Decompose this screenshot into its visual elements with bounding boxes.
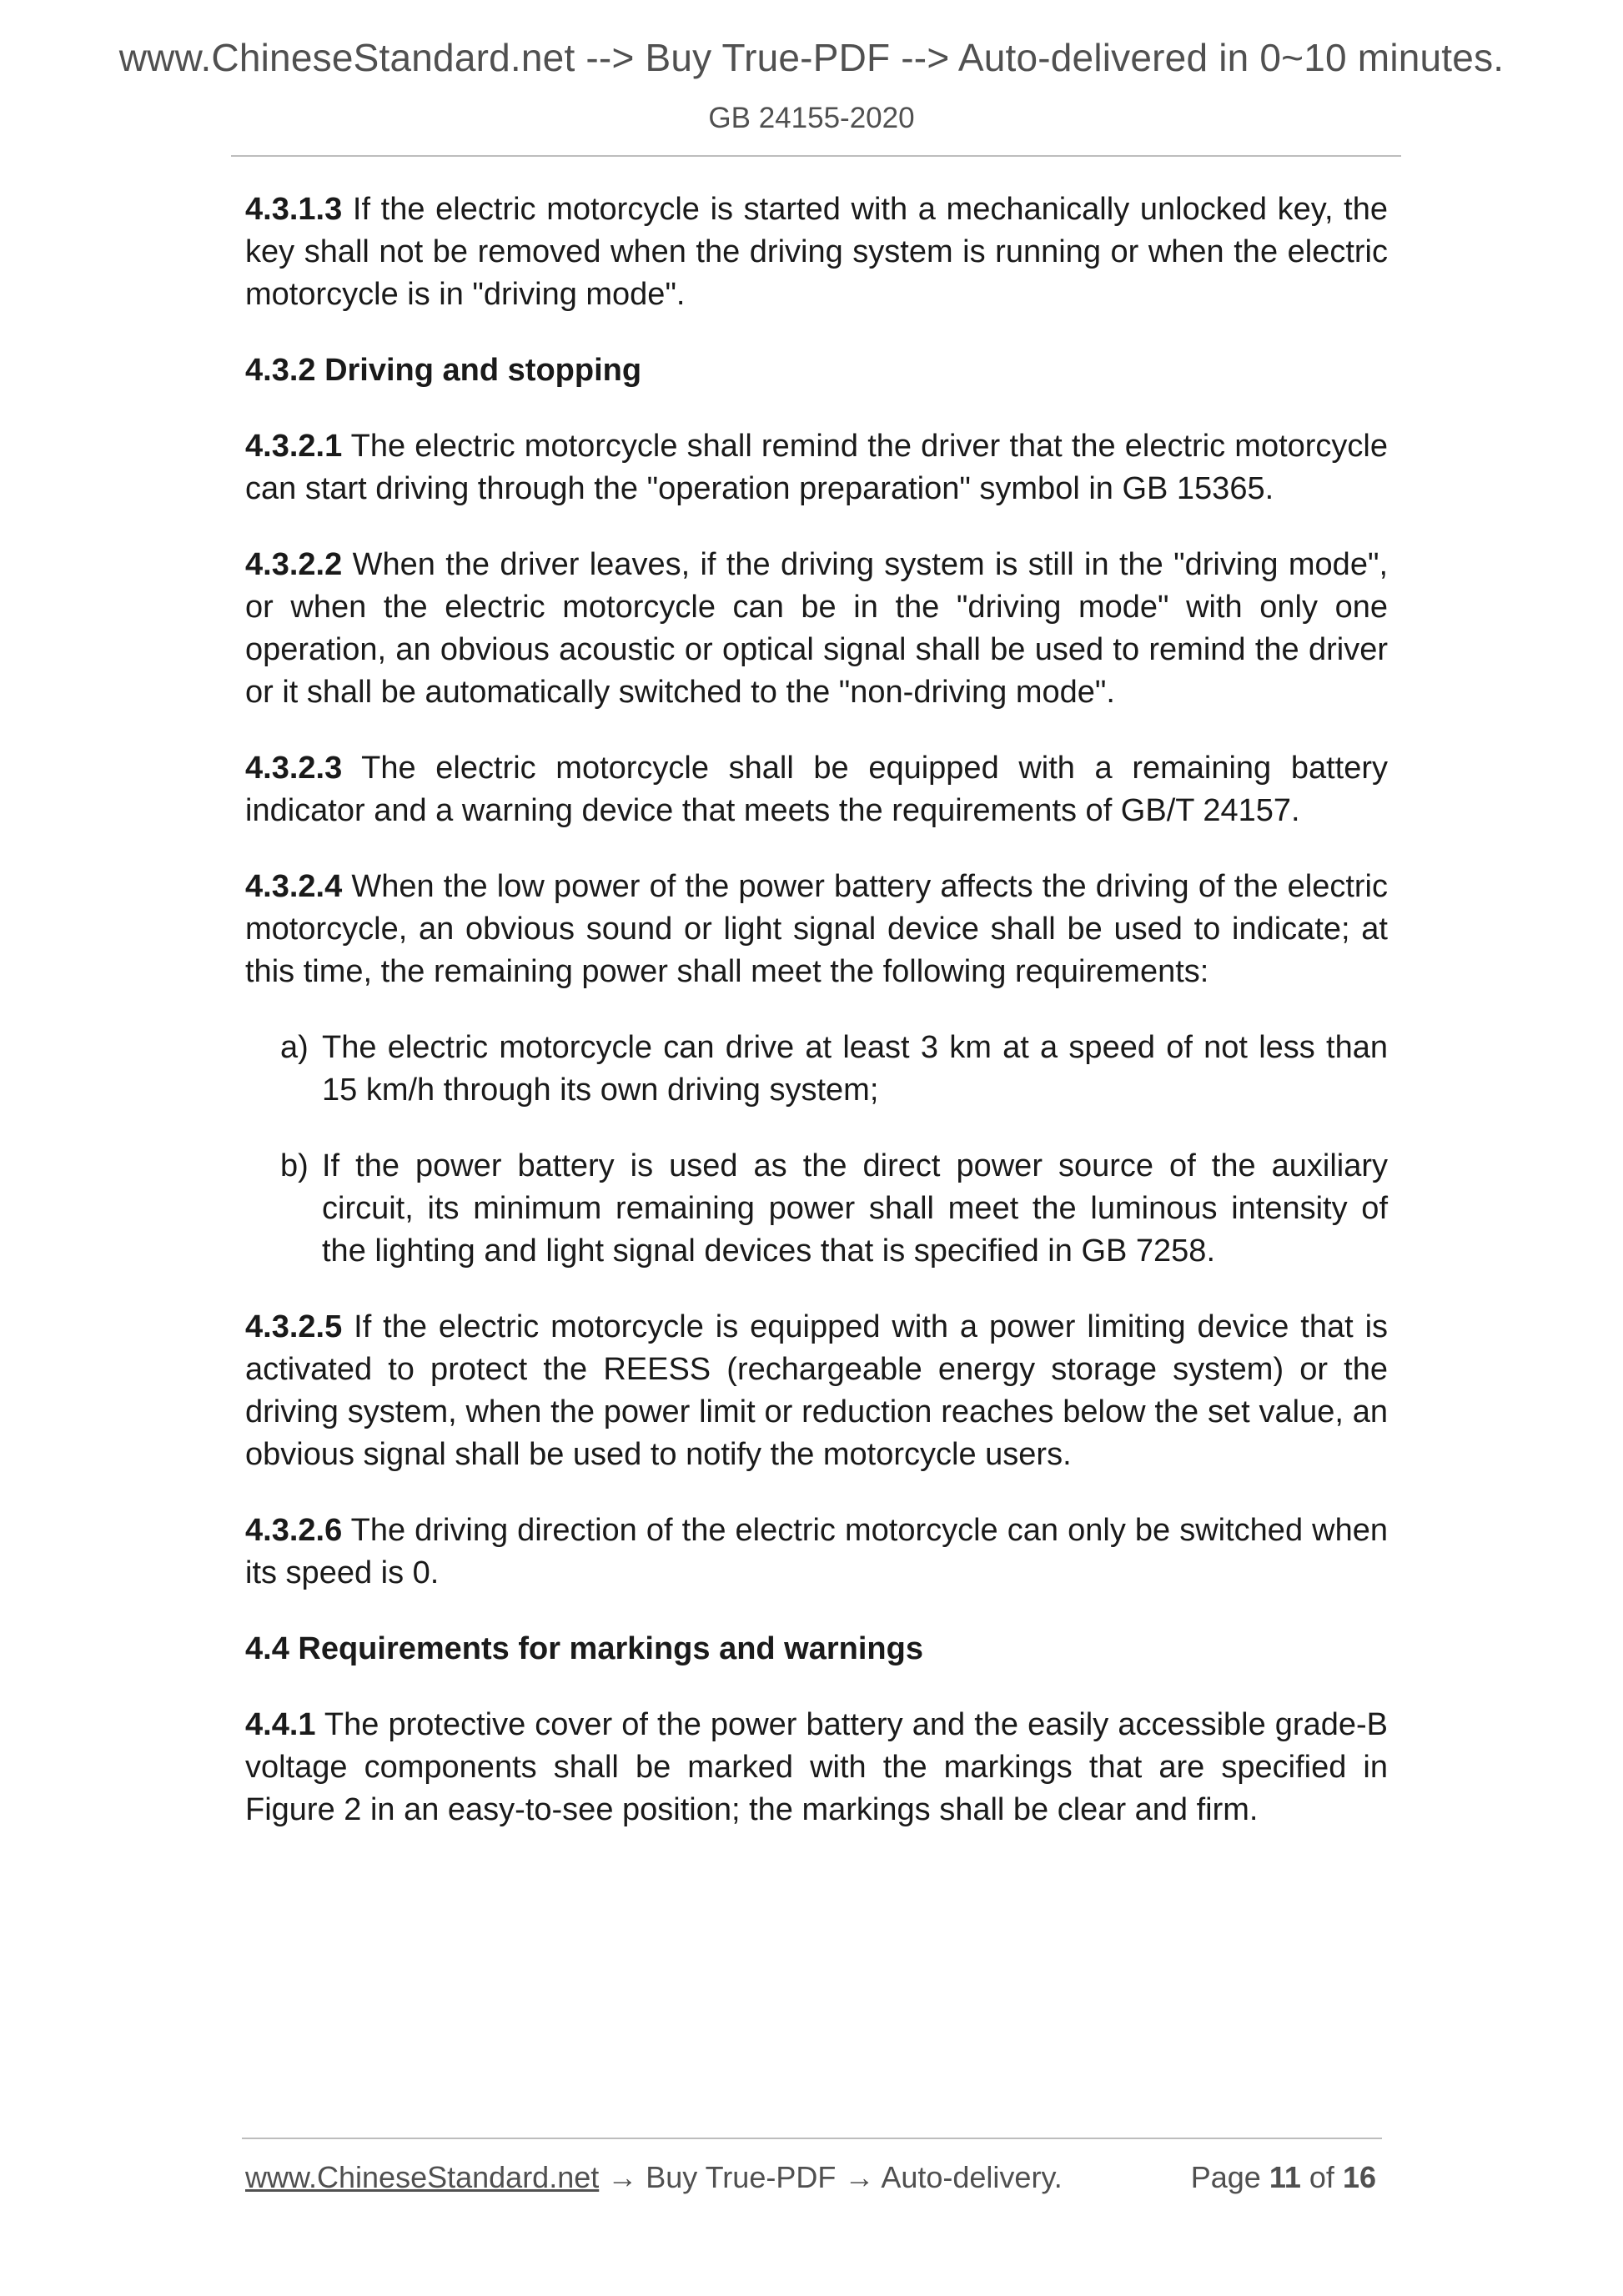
list-item-text: The electric motorcycle can drive at least 3 km at a speed of not less than 15 km/h through its own driving system; bbox=[322, 1030, 1388, 1108]
clause-number: 4.3.2.3 bbox=[245, 751, 343, 786]
list-item-text: If the power battery is used as the direct power source of the auxiliary circuit, its minimum remaining power shall meet the luminous intensity of the lighting and light signal devices that is specified in GB 7258. bbox=[322, 1148, 1388, 1269]
page-of-label: of bbox=[1309, 2160, 1334, 2194]
page-label: Page bbox=[1190, 2160, 1261, 2194]
clause-text: If the electric motorcycle is equipped with a power limiting device that is activated to protect the REESS (rechargeable energy storage system) or the driving system, when the power limit or reduction reaches below the set value, an obvious signal shall be used to notify the motorcycle users. bbox=[245, 1309, 1389, 1472]
clause-4-3-2-2 bbox=[245, 544, 1388, 714]
clause-number: 4.3.2.4 bbox=[245, 869, 343, 904]
clause-4-3-1-3 bbox=[245, 188, 1388, 316]
page-total: 16 bbox=[1342, 2160, 1376, 2194]
section-heading-4-4: 4.4 Requirements for markings and warnings bbox=[245, 1631, 923, 1666]
clause-4-4-1 bbox=[245, 1704, 1388, 1831]
clause-number: 4.3.1.3 bbox=[245, 192, 343, 227]
page-number bbox=[1191, 2160, 1376, 2195]
document-body bbox=[245, 188, 1388, 1865]
clause-number: 4.4.1 bbox=[245, 1707, 316, 1742]
clause-text: When the driver leaves, if the driving system is still in the "driving mode", or when the electric motorcycle can be in the "driving mode" with only one operation, an obvious acoustic or optical signal shall be used to remind the driver or it shall be automatically switched to the "non-driving mode". bbox=[245, 547, 1388, 710]
clause-4-3-2-1 bbox=[245, 425, 1388, 510]
clause-4-3-2-4 bbox=[245, 866, 1388, 993]
list-item-b bbox=[245, 1145, 1388, 1273]
clause-4-3-2-5 bbox=[245, 1306, 1388, 1476]
page-current: 11 bbox=[1269, 2160, 1301, 2194]
clause-number: 4.3.2.5 bbox=[245, 1309, 343, 1344]
list-marker: b) bbox=[280, 1148, 309, 1183]
clause-4-3-2-3 bbox=[245, 747, 1388, 832]
clause-text: When the low power of the power battery affects the driving of the electric motorcycle, an obvious sound or light signal device shall be used to indicate; at this time, the remaining power shall meet the following requirements: bbox=[245, 869, 1388, 989]
clause-text: If the electric motorcycle is started with a mechanically unlocked key, the key shall not be removed when the driving system is running or when the electric motorcycle is in "driving mode". bbox=[245, 192, 1388, 312]
header-divider bbox=[231, 155, 1401, 157]
footer-site-link[interactable]: www.ChineseStandard.net bbox=[245, 2160, 600, 2194]
clause-text: The electric motorcycle shall be equipped with a remaining battery indicator and a warning device that meets the requirements of GB/T 24157. bbox=[245, 751, 1388, 828]
clause-number: 4.3.2.6 bbox=[245, 1513, 343, 1548]
clause-text: The protective cover of the power battery and the easily accessible grade-B voltage components shall be marked with the markings that are specified in Figure 2 in an easy-to-see position; the markings shall be clear and firm. bbox=[245, 1707, 1388, 1827]
clause-number: 4.3.2.2 bbox=[245, 547, 343, 582]
clause-number: 4.3.2.1 bbox=[245, 429, 343, 464]
list-item-a bbox=[245, 1027, 1388, 1112]
clause-4-3-2-6 bbox=[245, 1510, 1388, 1595]
standard-code: GB 24155-2020 bbox=[708, 102, 915, 134]
footer-tagline: → Buy True-PDF → Auto-delivery. bbox=[607, 2160, 1063, 2194]
list-marker: a) bbox=[280, 1030, 309, 1065]
section-heading-4-3-2: 4.3.2 Driving and stopping bbox=[245, 353, 642, 388]
clause-text: The driving direction of the electric motorcycle can only be switched when its speed is 0. bbox=[245, 1513, 1388, 1590]
clause-text: The electric motorcycle shall remind the driver that the electric motorcycle can start driving through the "operation preparation" symbol in GB 15365. bbox=[245, 429, 1388, 506]
top-banner: www.ChineseStandard.net --> Buy True-PDF --> Auto-delivered in 0~10 minutes. bbox=[118, 36, 1505, 79]
footer-divider bbox=[242, 2138, 1382, 2139]
footer-promo bbox=[245, 2160, 1063, 2195]
